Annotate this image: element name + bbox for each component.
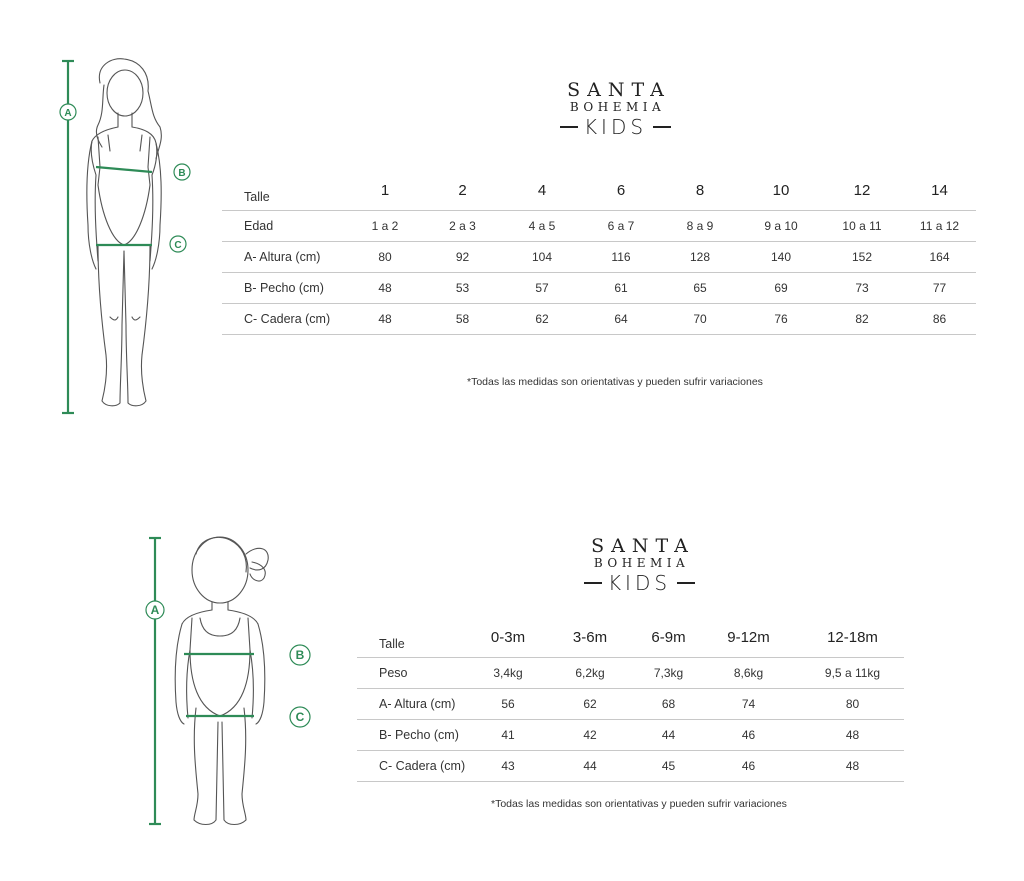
kids-size-table — [222, 170, 976, 335]
table-cell: 65 — [659, 273, 741, 304]
size-header: 0-3m — [477, 618, 539, 658]
row-label: C- Cadera (cm) — [357, 751, 477, 782]
logo-line-bohemia: BOHEMIA — [593, 556, 690, 570]
table-cell: 164 — [903, 242, 976, 273]
table-cell: 140 — [741, 242, 821, 273]
table-row — [222, 242, 976, 273]
table-cell: 82 — [821, 304, 903, 335]
table-cell: 61 — [583, 273, 659, 304]
table-cell: 7,3kg — [641, 658, 696, 689]
table-cell: 104 — [501, 242, 583, 273]
table-cell: 69 — [741, 273, 821, 304]
logo-line-santa: SANTA — [567, 79, 671, 101]
baby-measurement-figure — [140, 532, 320, 832]
size-header: 8 — [659, 170, 741, 211]
row-label: C- Cadera (cm) — [222, 304, 346, 335]
logo-kids-text: KIDS — [607, 571, 672, 595]
table-cell: 80 — [346, 242, 424, 273]
table-cell: 11 a 12 — [903, 211, 976, 242]
label-c: C — [295, 710, 305, 724]
table-cell: 48 — [801, 720, 904, 751]
logo-dash-left — [584, 582, 602, 584]
table-cell: 3,4kg — [477, 658, 539, 689]
table-row — [357, 751, 904, 782]
table-cell: 76 — [741, 304, 821, 335]
table-cell: 48 — [346, 273, 424, 304]
table-cell: 48 — [346, 304, 424, 335]
table-cell: 48 — [801, 751, 904, 782]
table-cell: 2 a 3 — [424, 211, 501, 242]
row-label: A- Altura (cm) — [222, 242, 346, 273]
table-cell: 68 — [641, 689, 696, 720]
table-cell: 9 a 10 — [741, 211, 821, 242]
table-cell: 8,6kg — [696, 658, 801, 689]
label-a: A — [150, 603, 160, 617]
logo-dash-left — [560, 126, 578, 128]
girl-measurement-figure — [52, 55, 202, 420]
table-row — [357, 689, 904, 720]
brand-logo — [572, 536, 707, 594]
girl-figure-illustration — [52, 55, 202, 420]
size-header: 12-18m — [801, 618, 904, 658]
disclaimer-note: *Todas las medidas son orientativas y pueden sufrir variaciones — [491, 798, 787, 810]
table-cell: 56 — [477, 689, 539, 720]
table-cell: 46 — [696, 720, 801, 751]
table-cell: 41 — [477, 720, 539, 751]
table-cell: 1 a 2 — [346, 211, 424, 242]
table-cell: 44 — [641, 720, 696, 751]
table-cell: 42 — [539, 720, 641, 751]
kids-size-chart-section — [0, 0, 1024, 440]
table-row — [357, 658, 904, 689]
table-cell: 46 — [696, 751, 801, 782]
table-cell: 152 — [821, 242, 903, 273]
table-row — [222, 304, 976, 335]
disclaimer-note: *Todas las medidas son orientativas y pueden sufrir variaciones — [467, 376, 763, 388]
logo-line-kids — [572, 572, 707, 594]
label-b: B — [178, 168, 186, 179]
table-cell: 4 a 5 — [501, 211, 583, 242]
baby-size-chart-section — [0, 470, 1024, 881]
table-row — [357, 720, 904, 751]
label-c: C — [174, 240, 182, 251]
table-cell: 74 — [696, 689, 801, 720]
table-cell: 58 — [424, 304, 501, 335]
table-cell: 53 — [424, 273, 501, 304]
table-cell: 8 a 9 — [659, 211, 741, 242]
table-cell: 77 — [903, 273, 976, 304]
row-label: B- Pecho (cm) — [357, 720, 477, 751]
row-label: A- Altura (cm) — [357, 689, 477, 720]
size-header: 2 — [424, 170, 501, 211]
table-header-row — [222, 170, 976, 211]
size-header: 6 — [583, 170, 659, 211]
logo-line-kids — [548, 116, 683, 138]
table-cell: 45 — [641, 751, 696, 782]
table-row — [222, 273, 976, 304]
table-cell: 80 — [801, 689, 904, 720]
table-cell: 6 a 7 — [583, 211, 659, 242]
table-row — [222, 211, 976, 242]
table-cell: 6,2kg — [539, 658, 641, 689]
logo-dash-right — [677, 582, 695, 584]
size-header: 4 — [501, 170, 583, 211]
header-label: Talle — [222, 170, 346, 211]
label-a: A — [64, 108, 72, 119]
size-header: 6-9m — [641, 618, 696, 658]
baby-size-table — [357, 618, 904, 782]
logo-kids-text: KIDS — [583, 115, 648, 139]
table-cell: 9,5 a 11kg — [801, 658, 904, 689]
logo-line-bohemia: BOHEMIA — [569, 100, 666, 114]
baby-figure-illustration — [140, 532, 320, 832]
row-label: Peso — [357, 658, 477, 689]
table-cell: 116 — [583, 242, 659, 273]
table-cell: 43 — [477, 751, 539, 782]
table-cell: 57 — [501, 273, 583, 304]
row-label: B- Pecho (cm) — [222, 273, 346, 304]
table-header-row — [357, 618, 904, 658]
table-cell: 44 — [539, 751, 641, 782]
table-cell: 73 — [821, 273, 903, 304]
label-b: B — [295, 648, 305, 662]
table-cell: 64 — [583, 304, 659, 335]
table-cell: 62 — [501, 304, 583, 335]
table-cell: 70 — [659, 304, 741, 335]
header-label: Talle — [357, 618, 477, 658]
row-label: Edad — [222, 211, 346, 242]
logo-dash-right — [653, 126, 671, 128]
size-header: 9-12m — [696, 618, 801, 658]
size-header: 1 — [346, 170, 424, 211]
size-header: 3-6m — [539, 618, 641, 658]
table-cell: 92 — [424, 242, 501, 273]
table-cell: 86 — [903, 304, 976, 335]
brand-logo — [548, 80, 683, 138]
size-header: 12 — [821, 170, 903, 211]
size-header: 14 — [903, 170, 976, 211]
table-cell: 128 — [659, 242, 741, 273]
size-header: 10 — [741, 170, 821, 211]
logo-line-santa: SANTA — [591, 535, 695, 557]
measure-lines — [149, 538, 254, 824]
table-cell: 10 a 11 — [821, 211, 903, 242]
table-cell: 62 — [539, 689, 641, 720]
